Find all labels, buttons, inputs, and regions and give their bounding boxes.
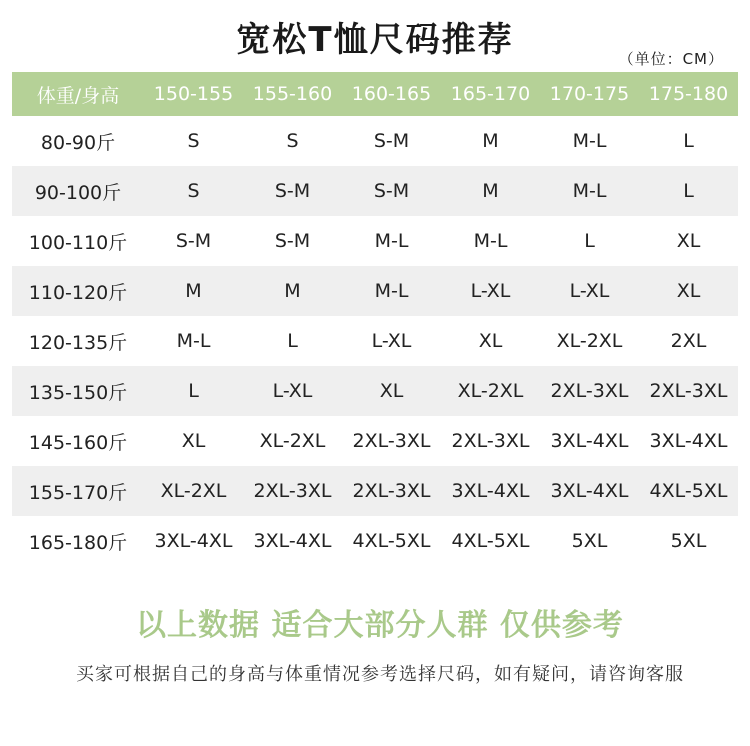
size-cell: XL xyxy=(478,330,503,352)
size-cell: L-XL xyxy=(569,280,610,302)
size-cell: M xyxy=(185,280,202,302)
table-header-row xyxy=(12,72,738,116)
size-cell: M xyxy=(284,280,301,302)
header-cell-height: 160-165 xyxy=(351,83,432,105)
table-body xyxy=(12,116,738,566)
size-cell: M-L xyxy=(176,330,211,352)
size-cell: 3XL-4XL xyxy=(154,530,233,552)
size-cell: XL-2XL xyxy=(160,480,227,502)
size-cell: M-L xyxy=(473,230,508,252)
size-cell: M-L xyxy=(572,130,607,152)
size-cell: XL xyxy=(676,280,701,302)
size-cell: 2XL-3XL xyxy=(451,430,530,452)
size-cell: 5XL xyxy=(670,530,707,552)
size-cell: 3XL-4XL xyxy=(451,480,530,502)
size-cell: S-M xyxy=(274,230,311,252)
table-row xyxy=(12,466,738,516)
size-cell: XL-2XL xyxy=(556,330,623,352)
table-row xyxy=(12,266,738,316)
buyer-note: 买家可根据自己的身高与体重情况参考选择尺码，如有疑问，请咨询客服 xyxy=(76,664,684,685)
size-cell: L xyxy=(188,380,199,402)
weight-range-cell: 135-150斤 xyxy=(28,381,128,404)
size-cell: M xyxy=(482,130,499,152)
size-cell: 5XL xyxy=(571,530,608,552)
header-cell-weight-height: 体重/身高 xyxy=(36,84,120,107)
table-row xyxy=(12,316,738,366)
size-cell: M xyxy=(482,180,499,202)
page-title: 宽松T恤尺码推荐 xyxy=(236,20,514,60)
size-cell: L xyxy=(584,230,595,252)
size-cell: L xyxy=(287,330,298,352)
size-cell: XL-2XL xyxy=(457,380,524,402)
size-chart-table xyxy=(12,72,738,566)
size-cell: 4XL-5XL xyxy=(649,480,728,502)
table-row xyxy=(12,166,738,216)
size-cell: XL xyxy=(379,380,404,402)
size-cell: S xyxy=(187,130,200,152)
size-cell: XL-2XL xyxy=(259,430,326,452)
size-cell: L xyxy=(683,180,694,202)
size-cell: S xyxy=(187,180,200,202)
size-cell: S-M xyxy=(175,230,212,252)
weight-range-cell: 155-170斤 xyxy=(28,481,128,504)
weight-range-cell: 165-180斤 xyxy=(28,531,128,554)
size-cell: 2XL-3XL xyxy=(352,430,431,452)
table-row xyxy=(12,216,738,266)
size-cell: XL xyxy=(181,430,206,452)
weight-range-cell: 90-100斤 xyxy=(34,181,122,204)
weight-range-cell: 110-120斤 xyxy=(28,281,128,304)
weight-range-cell: 145-160斤 xyxy=(28,431,128,454)
table-row xyxy=(12,416,738,466)
unit-label: （单位：CM） xyxy=(618,50,724,68)
weight-range-cell: 80-90斤 xyxy=(40,131,116,154)
size-cell: 2XL xyxy=(670,330,707,352)
size-cell: L-XL xyxy=(371,330,412,352)
size-cell: 3XL-4XL xyxy=(649,430,728,452)
header-cell-height: 150-155 xyxy=(153,83,234,105)
size-cell: 2XL-3XL xyxy=(253,480,332,502)
size-cell: S-M xyxy=(373,130,410,152)
size-cell: 3XL-4XL xyxy=(253,530,332,552)
size-cell: L-XL xyxy=(272,380,313,402)
header-cell-height: 165-170 xyxy=(450,83,531,105)
size-cell: S-M xyxy=(274,180,311,202)
header-cell-height: 175-180 xyxy=(648,83,729,105)
weight-range-cell: 100-110斤 xyxy=(28,231,128,254)
table-row xyxy=(12,116,738,166)
disclaimer-tagline: 以上数据 适合大部分人群 仅供参考 xyxy=(136,608,624,643)
table-row xyxy=(12,366,738,416)
size-cell: L xyxy=(683,130,694,152)
size-cell: 3XL-4XL xyxy=(550,430,629,452)
size-cell: XL xyxy=(676,230,701,252)
table-row xyxy=(12,516,738,566)
size-cell: 4XL-5XL xyxy=(352,530,431,552)
size-cell: S xyxy=(286,130,299,152)
weight-range-cell: 120-135斤 xyxy=(28,331,128,354)
size-cell: S-M xyxy=(373,180,410,202)
size-cell: 4XL-5XL xyxy=(451,530,530,552)
size-cell: 2XL-3XL xyxy=(352,480,431,502)
size-cell: 2XL-3XL xyxy=(550,380,629,402)
size-cell: 3XL-4XL xyxy=(550,480,629,502)
size-cell: M-L xyxy=(374,280,409,302)
size-cell: M-L xyxy=(374,230,409,252)
size-cell: M-L xyxy=(572,180,607,202)
header-cell-height: 170-175 xyxy=(549,83,630,105)
size-cell: L-XL xyxy=(470,280,511,302)
size-cell: 2XL-3XL xyxy=(649,380,728,402)
header-cell-height: 155-160 xyxy=(252,83,333,105)
